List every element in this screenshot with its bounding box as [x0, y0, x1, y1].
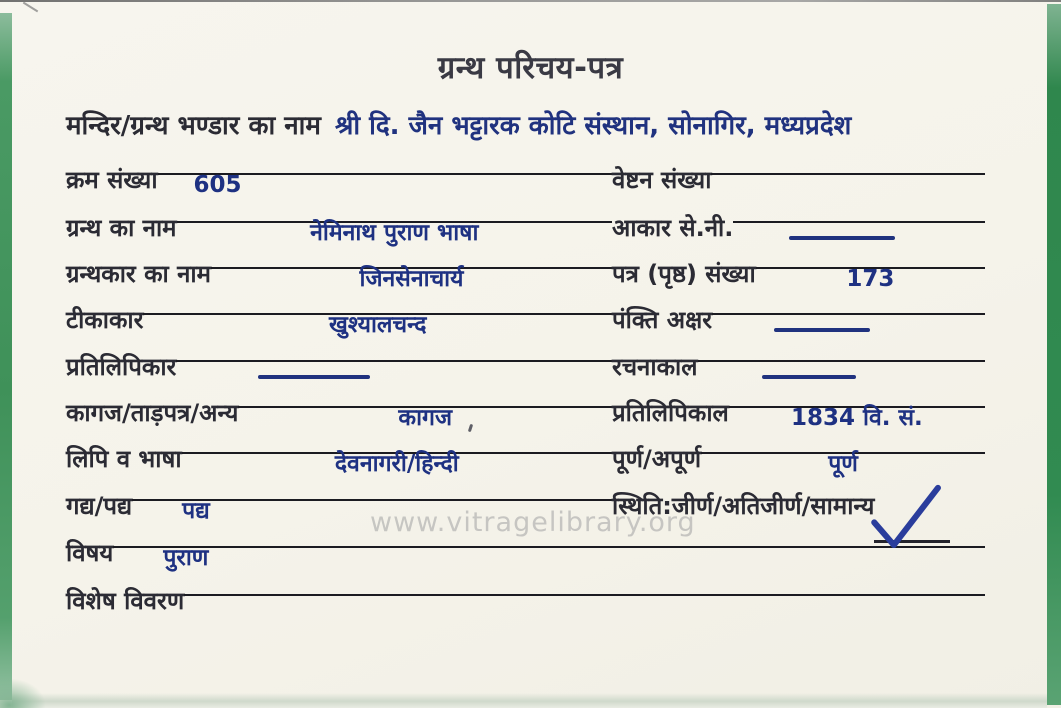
repository-value: श्री दि. जैन भट्टारक कोटि संस्थान, सोनागिर, मध्यप्रदेश: [334, 111, 852, 141]
handwritten-blank-line: [258, 375, 370, 379]
check-mark-icon: [866, 484, 950, 552]
field-value-script-language: देवनागरी/हिन्दी: [334, 451, 459, 477]
field-label-lines-letters: पंक्ति अक्षर: [612, 306, 713, 334]
field-value-material: कागज: [398, 405, 453, 431]
handwritten-blank-line: [789, 236, 895, 240]
scan-top-edge: [0, 0, 1061, 2]
form-row-script-completeness: [66, 443, 985, 487]
field-label-bundle-number: वेष्टन संख्या: [612, 166, 712, 194]
field-line: [701, 452, 985, 488]
field-label-subject: विषय: [66, 539, 114, 567]
scan-left-green-edge: [0, 13, 12, 700]
field-line: [238, 406, 612, 442]
field-value-subject: पुराण: [163, 545, 209, 571]
field-value-page-count: 173: [846, 266, 895, 292]
field-label-complete-incomplete: पूर्ण/अपूर्ण: [612, 445, 702, 473]
field-label-serial-number: क्रम संख्या: [66, 166, 158, 194]
watermark-text: www.vitragelibrary.org: [370, 507, 696, 538]
handwritten-blank-line: [774, 328, 870, 332]
field-label-commentator: टीकाकार: [66, 306, 144, 334]
form-row-material-copydate: [66, 397, 985, 441]
field-line: [211, 267, 612, 303]
field-label-size-cm: आकार से.नी.: [612, 214, 734, 242]
field-line: [698, 360, 985, 396]
field-value-copy-date: 1834 वि. सं.: [791, 405, 923, 431]
field-label-script-language: लिपि व भाषा: [66, 445, 182, 473]
scan-right-green-edge: [1047, 4, 1061, 705]
field-value-author-name: जिनसेनाचार्य: [359, 266, 464, 292]
field-value-book-name: नेमिनाथ पुराण भाषा: [310, 220, 479, 246]
field-line: [158, 173, 612, 209]
field-line: [729, 406, 985, 442]
field-label-page-count: पत्र (पृष्ठ) संख्या: [612, 260, 756, 288]
field-label-scribe: प्रतिलिपिकार: [66, 353, 177, 381]
field-line: [132, 499, 612, 535]
field-value-commentator: खुश्यालचन्द: [329, 312, 427, 338]
field-label-prose-verse: गद्य/पद्य: [66, 492, 133, 520]
form-row-scribe-composition: [66, 351, 985, 395]
field-label-condition: स्थिति:जीर्ण/अतिजीर्ण/सामान्य: [612, 492, 875, 520]
repository-name-row: [66, 106, 1021, 142]
field-value-serial-number: 605: [193, 172, 242, 198]
card-title: ग्रन्थ परिचय-पत्र: [437, 50, 624, 86]
field-value-complete: पूर्ण: [828, 451, 858, 477]
form-row-title-size: [66, 212, 985, 256]
field-label-material: कागज/ताड़पत्र/अन्य: [66, 399, 239, 427]
field-label-book-name: ग्रन्थ का नाम: [66, 214, 177, 242]
field-value-prose-verse: पद्य: [182, 498, 210, 524]
field-label-special-details: विशेष विवरण: [66, 587, 185, 615]
field-label-copy-date: प्रतिलिपिकाल: [612, 399, 729, 427]
form-row-prose-condition: [66, 490, 985, 534]
field-line: [143, 313, 612, 349]
field-line: [733, 221, 985, 257]
form-row-serial-bundle: [66, 164, 985, 208]
field-line: [177, 221, 612, 257]
form-row-author-pages: [66, 258, 985, 302]
scan-corner-smudge: [0, 678, 46, 708]
field-line: [176, 360, 612, 396]
scan-bottom-edge: [12, 693, 1047, 708]
field-line: [113, 546, 985, 582]
field-line: [184, 594, 985, 630]
field-label-composition-date: रचनाकाल: [612, 353, 698, 381]
field-label-author-name: ग्रन्थकार का नाम: [66, 260, 211, 288]
field-line: [182, 452, 612, 488]
handwritten-blank-line: [762, 375, 856, 379]
field-line: [711, 173, 985, 209]
form-row-special-details: [66, 585, 985, 629]
form-row-commentator-lines: [66, 304, 985, 348]
form-row-subject: [66, 537, 985, 581]
field-line: [712, 313, 985, 349]
scan-scratch-mark: [23, 2, 38, 13]
repository-label: मन्दिर/ग्रन्थ भण्डार का नाम: [66, 111, 321, 141]
field-line: [756, 267, 985, 303]
